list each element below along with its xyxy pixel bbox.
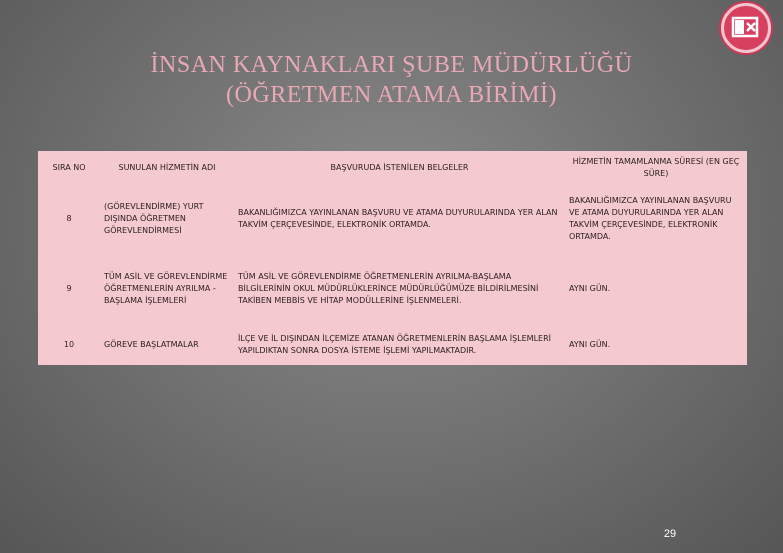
table-header-row — [38, 151, 747, 185]
table-row — [38, 185, 747, 253]
header-documents: BAŞVURUDA İSTENİLEN BELGELER — [330, 163, 469, 172]
cell-duration: AYNI GÜN. — [569, 340, 611, 349]
title-line-1: İNSAN KAYNAKLARI ŞUBE MÜDÜRLÜĞÜ — [150, 52, 633, 78]
cell-service-name: TÜM ASİL VE GÖREVLENDİRME ÖĞRETMENLERİN AYRILMA - BAŞLAMA İŞLEMLERİ — [104, 272, 228, 305]
cell-documents: TÜM ASİL VE GÖREVLENDİRME ÖĞRETMENLERİN AYRILMA-BAŞLAMA BİLGİLERİNİN OKUL MÜDÜRLÜKLERİNCE MÜDÜRLÜĞÜMÜZE BİLDİRİLMESİNİ TAKİBEN MEBBİS VE HİTAP MODÜLLERİNE İŞLENMELERİ. — [238, 272, 539, 305]
title-line-2: (ÖĞRETMEN ATAMA BİRİMİ) — [226, 82, 557, 108]
cell-no: 8 — [66, 214, 72, 223]
service-table — [38, 151, 747, 365]
cell-no: 9 — [66, 284, 72, 293]
cell-no: 10 — [63, 340, 75, 349]
header-duration: HİZMETİN TAMAMLANMA SÜRESİ (EN GEÇ SÜRE) — [572, 157, 740, 178]
cell-documents: İLÇE VE İL DIŞINDAN İLÇEMİZE ATANAN ÖĞRETMENLERİN BAŞLAMA İŞLEMLERİ YAPILDIKTAN SONRA DOSYA İSTEME İŞLEMİ YAPILMAKTADIR. — [238, 334, 552, 355]
page-number: 29 — [663, 528, 677, 540]
cell-duration: BAKANLIĞIMIZCA YAYINLANAN BAŞVURU VE ATAMA DUYURULARINDA YER ALAN TAKVİM ÇERÇEVESİNDE, ELEKTRONİK ORTAMDA. — [569, 196, 732, 241]
cell-duration: AYNI GÜN. — [569, 284, 611, 293]
header-service-name: SUNULAN HİZMETİN ADI — [118, 163, 216, 172]
cell-service-name: GÖREVE BAŞLATMALAR — [104, 340, 199, 349]
cell-service-name: (GÖREVLENDİRME) YURT DIŞINDA ÖĞRETMEN GÖREVLENDİRMESİ — [104, 202, 204, 235]
cell-documents: BAKANLIĞIMIZCA YAYINLANAN BAŞVURU VE ATAMA DUYURULARINDA YER ALAN TAKVİM ÇERÇEVESİNDE, ELEKTRONİK ORTAMDA. — [238, 208, 558, 229]
header-sira-no: SIRA NO — [52, 163, 86, 172]
table-row — [38, 253, 747, 325]
table-row — [38, 325, 747, 365]
slide-title — [0, 50, 783, 110]
exit-slide-icon[interactable] — [721, 3, 771, 53]
